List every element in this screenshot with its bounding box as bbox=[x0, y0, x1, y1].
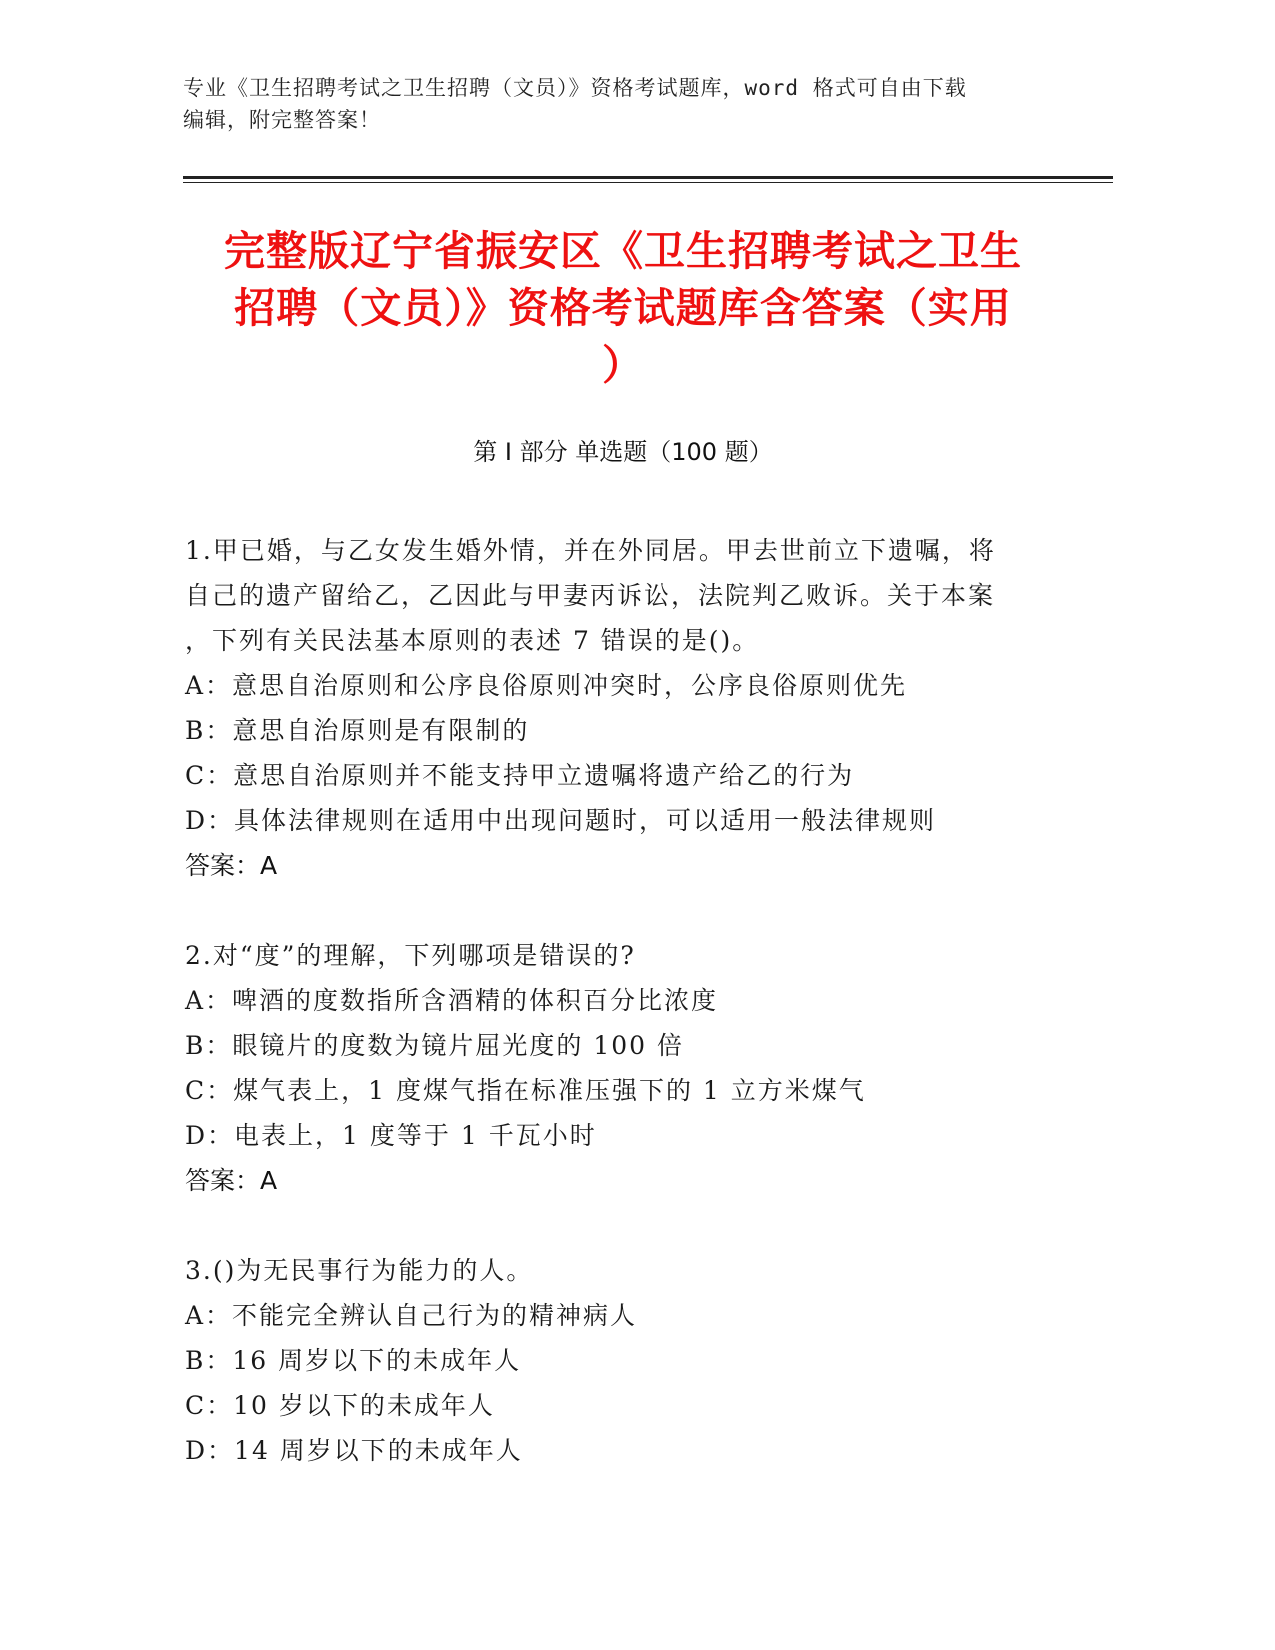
option-b: B：眼镜片的度数为镜片屈光度的 100 倍 bbox=[185, 1031, 684, 1060]
section-heading: 第 I 部分 单选题（100 题） bbox=[473, 438, 773, 466]
option-a: A：意思自治原则和公序良俗原则冲突时，公序良俗原则优先 bbox=[185, 671, 908, 700]
option-d: D：具体法律规则在适用中出现问题时，可以适用一般法律规则 bbox=[185, 806, 937, 835]
title-line-1: 完整版辽宁省振安区《卫生招聘考试之卫生 bbox=[224, 227, 1022, 275]
question-3 bbox=[185, 1248, 1075, 1473]
answer: 答案：A bbox=[185, 1166, 278, 1195]
document-header bbox=[183, 72, 1063, 136]
question-stem-line: 3.()为无民事行为能力的人。 bbox=[185, 1256, 534, 1285]
option-d: D：14 周岁以下的未成年人 bbox=[185, 1436, 523, 1465]
option-a: A：不能完全辨认自己行为的精神病人 bbox=[185, 1301, 638, 1330]
question-list bbox=[185, 528, 1075, 1518]
question-stem-line: 1.甲已婚，与乙女发生婚外情，并在外同居。甲去世前立下遗嘱，将 bbox=[185, 536, 996, 565]
header-line-2: 编辑，附完整答案！ bbox=[183, 108, 381, 132]
option-d: D：电表上，1 度等于 1 千瓦小时 bbox=[185, 1121, 597, 1150]
title-line-2: 招聘（文员）》资格考试题库含答案（实用 bbox=[234, 284, 1012, 332]
header-divider-thin bbox=[183, 182, 1113, 183]
question-stem-line: 自己的遗产留给乙，乙因此与甲妻丙诉讼，法院判乙败诉。关于本案 bbox=[185, 581, 996, 610]
option-c: C：10 岁以下的未成年人 bbox=[185, 1391, 495, 1420]
option-c: C：意思自治原则并不能支持甲立遗嘱将遗产给乙的行为 bbox=[185, 761, 855, 790]
answer: 答案：A bbox=[185, 851, 278, 880]
option-a: A：啤酒的度数指所含酒精的体积百分比浓度 bbox=[185, 986, 719, 1015]
question-2 bbox=[185, 933, 1075, 1203]
option-b: B：16 周岁以下的未成年人 bbox=[185, 1346, 522, 1375]
question-stem-line: ，下列有关民法基本原则的表述 7 错误的是()。 bbox=[185, 626, 760, 655]
title-line-3: ） bbox=[602, 341, 644, 389]
question-stem-line: 2.对“度”的理解，下列哪项是错误的? bbox=[185, 941, 636, 970]
header-line-1: 专业《卫生招聘考试之卫生招聘（文员）》资格考试题库，word 格式可自由下载 bbox=[183, 76, 967, 100]
option-c: C：煤气表上，1 度煤气指在标准压强下的 1 立方米煤气 bbox=[185, 1076, 866, 1105]
header-divider-thick bbox=[183, 176, 1113, 179]
question-1 bbox=[185, 528, 1075, 888]
document-title bbox=[183, 223, 1063, 394]
option-b: B：意思自治原则是有限制的 bbox=[185, 716, 530, 745]
